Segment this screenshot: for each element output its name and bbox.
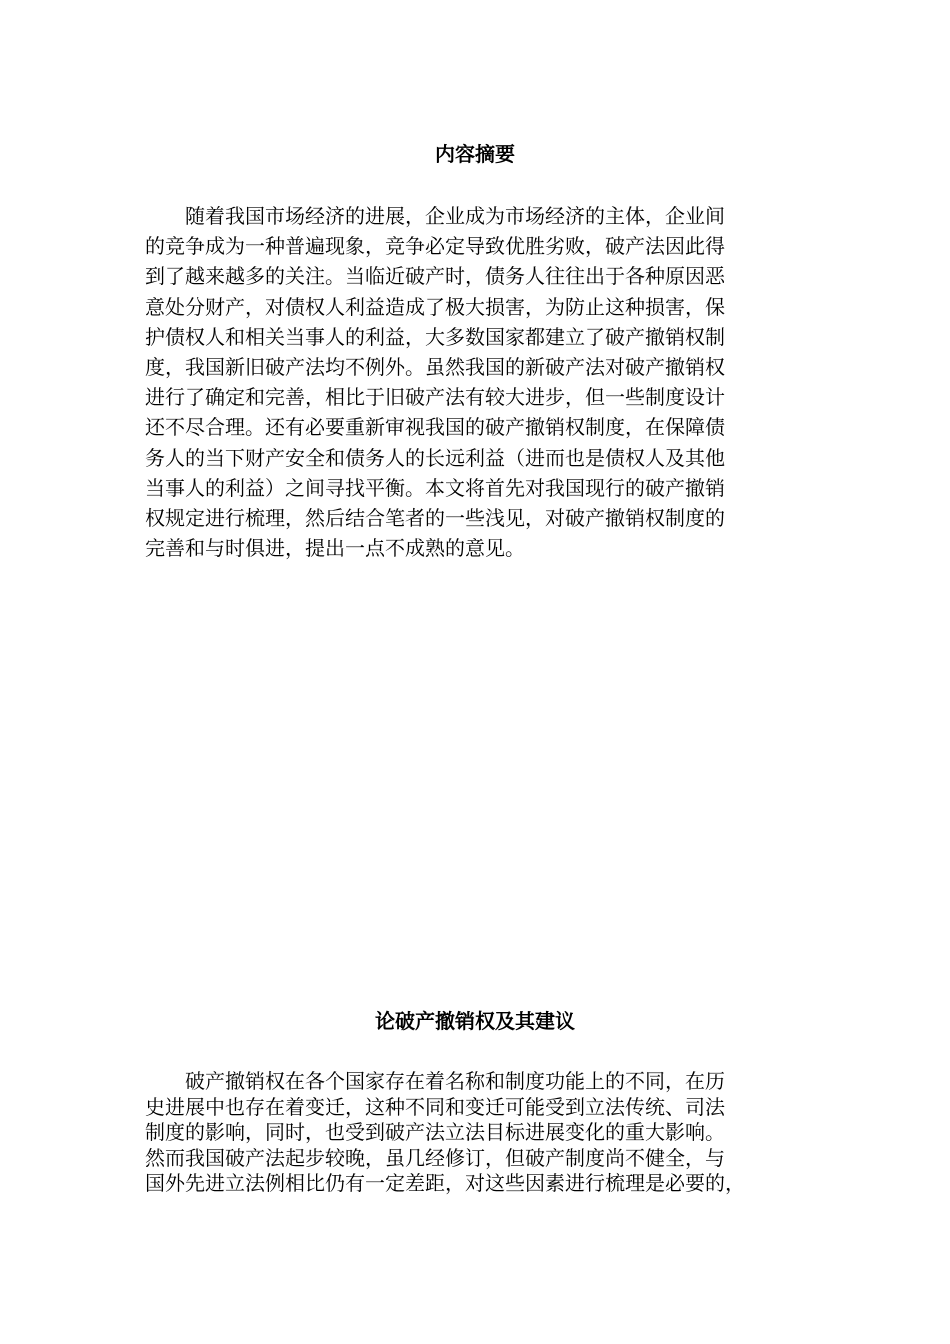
abstract-title: 内容摘要 — [435, 142, 515, 166]
text-line: 到了越来越多的关注。当临近破产时，债务人往往出于各种原因恶 — [145, 264, 725, 289]
article-title: 论破产撤销权及其建议 — [375, 1009, 575, 1033]
text-line: 还不尽合理。还有必要重新审视我国的破产撤销权制度，在保障债 — [145, 415, 725, 440]
text-line: 然而我国破产法起步较晚，虽几经修订，但破产制度尚不健全，与 — [145, 1145, 725, 1170]
text-line: 完善和与时俱进，提出一点不成熟的意见。 — [145, 536, 525, 561]
text-line: 护债权人和相关当事人的利益，大多数国家都建立了破产撤销权制 — [145, 324, 725, 349]
text-line: 务人的当下财产安全和债务人的长远利益（进而也是债权人及其他 — [145, 445, 725, 470]
text-line: 制度的影响，同时，也受到破产法立法目标进展变化的重大影响。 — [145, 1120, 725, 1145]
text-line: 意处分财产，对债权人利益造成了极大损害，为防止这种损害，保 — [145, 294, 725, 319]
text-line: 度，我国新旧破产法均不例外。虽然我国的新破产法对破产撤销权 — [145, 355, 725, 380]
text-line: 权规定进行梳理，然后结合笔者的一些浅见，对破产撤销权制度的 — [145, 506, 725, 531]
text-line: 的竞争成为一种普遍现象，竞争必定导致优胜劣败，破产法因此得 — [145, 234, 725, 259]
article-body-paragraph — [145, 1069, 815, 1197]
abstract-paragraph — [145, 201, 815, 563]
text-line: 随着我国市场经济的进展，企业成为市场经济的主体，企业间 — [185, 204, 725, 228]
text-line: 国外先进立法例相比仍有一定差距，对这些因素进行梳理是必要的， — [145, 1171, 745, 1196]
text-line: 破产撤销权在各个国家存在着名称和制度功能上的不同，在历 — [185, 1069, 725, 1093]
text-line: 当事人的利益）之间寻找平衡。本文将首先对我国现行的破产撤销 — [145, 475, 725, 500]
text-line: 史进展中也存在着变迁，这种不同和变迁可能受到立法传统、司法 — [145, 1094, 725, 1119]
text-line: 进行了确定和完善，相比于旧破产法有较大进步，但一些制度设计 — [145, 385, 725, 410]
